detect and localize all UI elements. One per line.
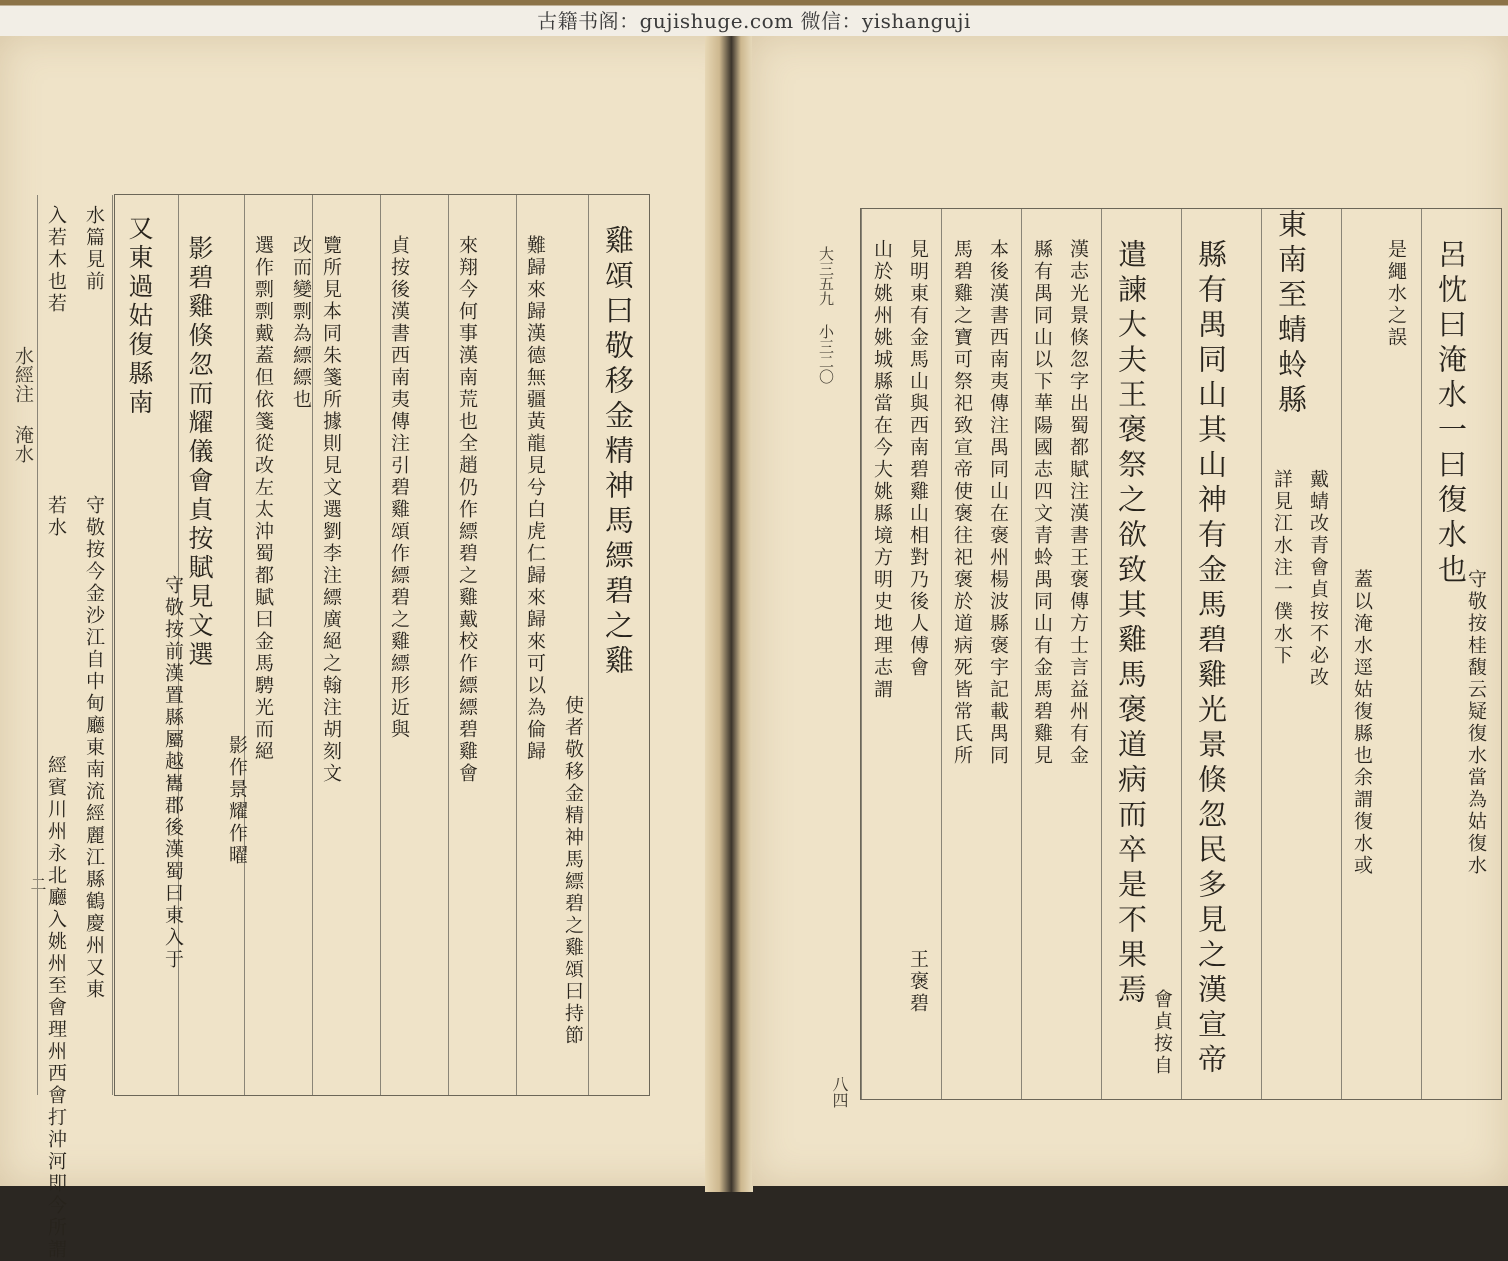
column-text: 影作景耀作曜 [226, 735, 248, 867]
left-margin-title: 水經注 淹水 [12, 346, 34, 463]
left-text-frame [45, 194, 650, 1261]
column-text: 守敬按今金沙江自中甸廳東南流經麗江縣鶴慶州又東 [83, 495, 105, 1001]
column-text: 漢志光景倏忽字出蜀都賦注漢書王褒傳方士言益州有金 [1067, 239, 1089, 767]
column-text: 縣有禺同山以下華陽國志四文青蛉禺同山有金馬碧雞見 [1031, 239, 1053, 767]
column [380, 195, 449, 1095]
column [588, 195, 650, 1095]
column-text: 詳見江水注一僕水下 [1271, 469, 1293, 667]
column-text: 水篇見前 [83, 205, 105, 293]
right-text-frame [860, 208, 1502, 1100]
column-text: 馬碧雞之寶可祭祀致宣帝使褒往祀褒於道病死皆常氏所 [951, 239, 973, 767]
column-text: 王褒碧 [907, 949, 929, 1015]
column [1341, 209, 1422, 1099]
column [1261, 209, 1342, 1099]
left-margin-page-number: 二 [28, 876, 47, 892]
column [244, 195, 313, 1095]
column [448, 195, 517, 1095]
column-text: 貞按後漢書西南夷傳注引碧雞頌作縹碧之雞縹形近與 [388, 235, 410, 741]
column-text: 入若木也若 [45, 205, 67, 315]
column [112, 195, 184, 1095]
column-text: 又東過姑復縣南 [125, 215, 154, 418]
column-text: 雞頌曰敬移金精神馬縹碧之雞 [601, 225, 635, 680]
right-margin-bottom: 八四 [830, 1076, 849, 1108]
column [1181, 209, 1262, 1099]
column [516, 195, 589, 1095]
column-text: 蓋以淹水逕姑復縣也余謂復水或 [1351, 569, 1373, 877]
book-gutter [705, 36, 753, 1192]
right-page [752, 36, 1508, 1186]
column [1021, 209, 1102, 1099]
column-text: 本後漢書西南夷傳注禺同山在褒州楊波縣褒宇記載禺同 [987, 239, 1009, 767]
column-text: 難歸來歸漢德無疆黃龍見兮白虎仁歸來歸來可以為倫歸 [524, 235, 546, 763]
column-text: 選作剽剽戴蓋但依箋從改左太沖蜀都賦曰金馬騁光而絕 [252, 235, 274, 763]
column-text: 山於姚州姚城縣當在今大姚縣境方明史地理志謂 [871, 239, 893, 701]
right-margin-numbers: 大三五九 小三二〇 [817, 246, 835, 384]
column-text: 戴蜻改青會貞按不必改 [1307, 469, 1329, 689]
column-text: 東南至蜻蛉縣 [1274, 209, 1308, 419]
column-text: 守敬按桂馥云疑復水當為姑復水 [1465, 569, 1487, 877]
column-text: 覽所見本同朱箋所據則見文選劉李注縹廣絕之翰注胡刻文 [320, 235, 342, 785]
column-text: 呂忱曰淹水一曰復水也 [1434, 239, 1468, 589]
column [941, 209, 1022, 1099]
column [1101, 209, 1182, 1099]
column-text: 遣諫大夫王褒祭之欲致其雞馬褒道病而卒是不果焉 [1114, 239, 1148, 1009]
column [312, 195, 381, 1095]
column [1421, 209, 1502, 1099]
column-text: 影碧雞倏忽而耀儀會貞按賦見文選 [185, 235, 214, 670]
watermark-text: 古籍书阁：gujishuge.com 微信：yishanguji [537, 9, 971, 33]
column-text: 是繩水之誤 [1385, 239, 1407, 349]
column-text: 若水 [45, 495, 67, 539]
column-text: 守敬按前漢置縣屬越巂郡後漢蜀曰東入于 [162, 575, 184, 971]
column-text: 使者敬移金精神馬縹碧之雞頌曰持節 [562, 695, 584, 1047]
column [178, 195, 248, 1095]
column [861, 209, 942, 1099]
column-text: 縣有禺同山其山神有金馬碧雞光景倏忽民多見之漢宣帝 [1194, 239, 1228, 1079]
column [37, 195, 116, 1261]
top-strip [0, 0, 1508, 36]
column-text: 來翔今何事漢南荒也全趙仍作縹碧之雞戴校作縹縹碧雞會 [456, 235, 478, 785]
column-text: 改而變剽為縹縹也 [290, 235, 312, 411]
left-page [0, 36, 746, 1261]
column-text: 經賓川州永北廳入姚州至會理州西會打沖河即今所謂 [45, 755, 67, 1261]
column-text: 會貞按自 [1151, 989, 1173, 1077]
column-text: 見明東有金馬山與西南碧雞山相對乃後人傅會 [907, 239, 929, 679]
